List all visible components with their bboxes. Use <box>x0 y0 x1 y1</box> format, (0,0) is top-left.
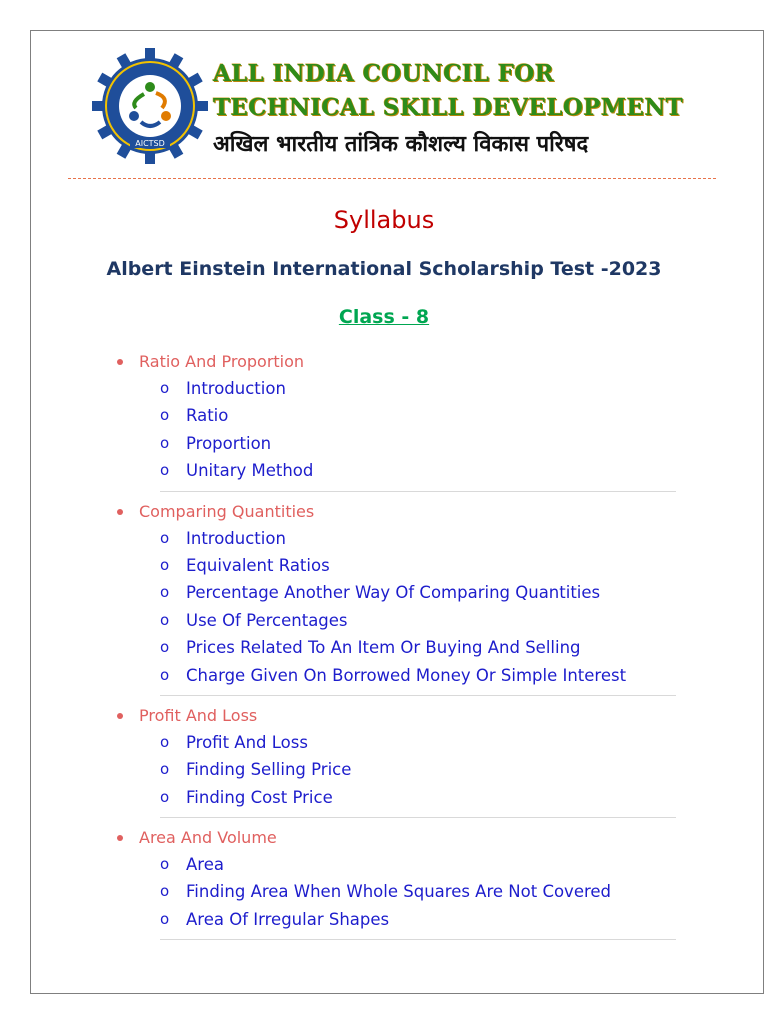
list-item <box>160 906 676 933</box>
list-item <box>160 457 676 484</box>
aictsd-logo <box>92 48 208 164</box>
topic-heading <box>110 348 676 375</box>
list-item <box>160 607 676 634</box>
list-item-text: Proportion <box>186 433 272 453</box>
circle-bullet-icon: o <box>160 379 170 397</box>
list-item-text: Area Of Irregular Shapes <box>186 909 390 929</box>
list-item <box>160 784 676 811</box>
circle-bullet-icon: o <box>160 909 170 928</box>
circle-bullet-icon: o <box>160 732 170 751</box>
list-item-text: Profit And Loss <box>186 732 308 752</box>
header-divider <box>68 178 716 179</box>
circle-bullet-icon: o <box>160 528 170 547</box>
list-item-text: Finding Selling Price <box>186 760 352 780</box>
list-item-text: Use Of Percentages <box>186 610 348 630</box>
list-item <box>160 552 676 579</box>
circle-bullet-icon: o <box>160 610 170 629</box>
topic-section <box>139 824 676 940</box>
list-item-text: Finding Cost Price <box>186 787 333 807</box>
bullet-icon <box>117 835 123 841</box>
list-item <box>160 851 676 878</box>
org-name-line2: TECHNICAL SKILL DEVELOPMENT <box>213 94 684 121</box>
list-item-text: Charge Given On Borrowed Money Or Simple Interest <box>186 665 627 685</box>
circle-bullet-icon: o <box>160 855 170 874</box>
list-item <box>160 756 676 783</box>
bullet-icon <box>117 713 123 719</box>
topic-heading <box>110 498 676 525</box>
list-item <box>160 662 676 689</box>
circle-bullet-icon: o <box>160 461 170 480</box>
topic-section <box>139 498 676 696</box>
list-item <box>160 729 676 756</box>
list-item-text: Equivalent Ratios <box>186 555 330 575</box>
list-item <box>160 402 676 429</box>
org-name-hindi: अखिल भारतीय तांत्रिक कौशल्य विकास परिषद <box>213 132 589 157</box>
circle-bullet-icon: o <box>160 583 170 602</box>
topic-title: Ratio And Proportion <box>139 352 305 371</box>
list-item-text: Ratio <box>186 406 229 426</box>
syllabus-heading: Syllabus <box>333 206 435 234</box>
list-item <box>160 375 676 402</box>
topic-section <box>139 702 676 818</box>
class-title: Class - 8 <box>338 306 430 328</box>
topic-title: Area And Volume <box>139 828 277 848</box>
circle-bullet-icon: o <box>160 760 170 779</box>
list-item-text: Unitary Method <box>186 461 314 481</box>
list-item <box>160 430 676 457</box>
circle-bullet-icon: o <box>160 638 170 657</box>
topic-title: Profit And Loss <box>139 705 258 725</box>
circle-bullet-icon: o <box>160 665 170 684</box>
syllabus-topics <box>110 348 676 946</box>
org-name-line1: ALL INDIA COUNCIL FOR <box>213 60 554 87</box>
list-item <box>160 579 676 606</box>
topic-heading <box>110 824 676 851</box>
circle-bullet-icon: o <box>160 433 170 452</box>
list-item <box>160 634 676 661</box>
list-item-text: Finding Area When Whole Squares Are Not Covered <box>186 882 612 902</box>
list-item-text: Area <box>186 855 224 875</box>
test-title: Albert Einstein International Scholarship Test -2023 <box>106 258 662 280</box>
list-item-text: Percentage Another Way Of Comparing Quantities <box>186 583 601 603</box>
circle-bullet-icon: o <box>160 787 170 806</box>
list-item-text: Introduction <box>186 528 286 548</box>
topic-section <box>139 348 676 492</box>
list-item <box>160 878 676 905</box>
circle-bullet-icon: o <box>160 882 170 901</box>
circle-bullet-icon: o <box>160 406 170 425</box>
bullet-icon <box>117 359 123 365</box>
svg-text:AICTSD: AICTSD <box>135 139 165 148</box>
bullet-icon <box>117 509 123 515</box>
topic-heading <box>110 702 676 729</box>
list-item-text: Prices Related To An Item Or Buying And Selling <box>186 638 581 658</box>
list-item-text: Introduction <box>186 379 286 398</box>
circle-bullet-icon: o <box>160 555 170 574</box>
topic-title: Comparing Quantities <box>139 501 315 521</box>
list-item <box>160 525 676 552</box>
